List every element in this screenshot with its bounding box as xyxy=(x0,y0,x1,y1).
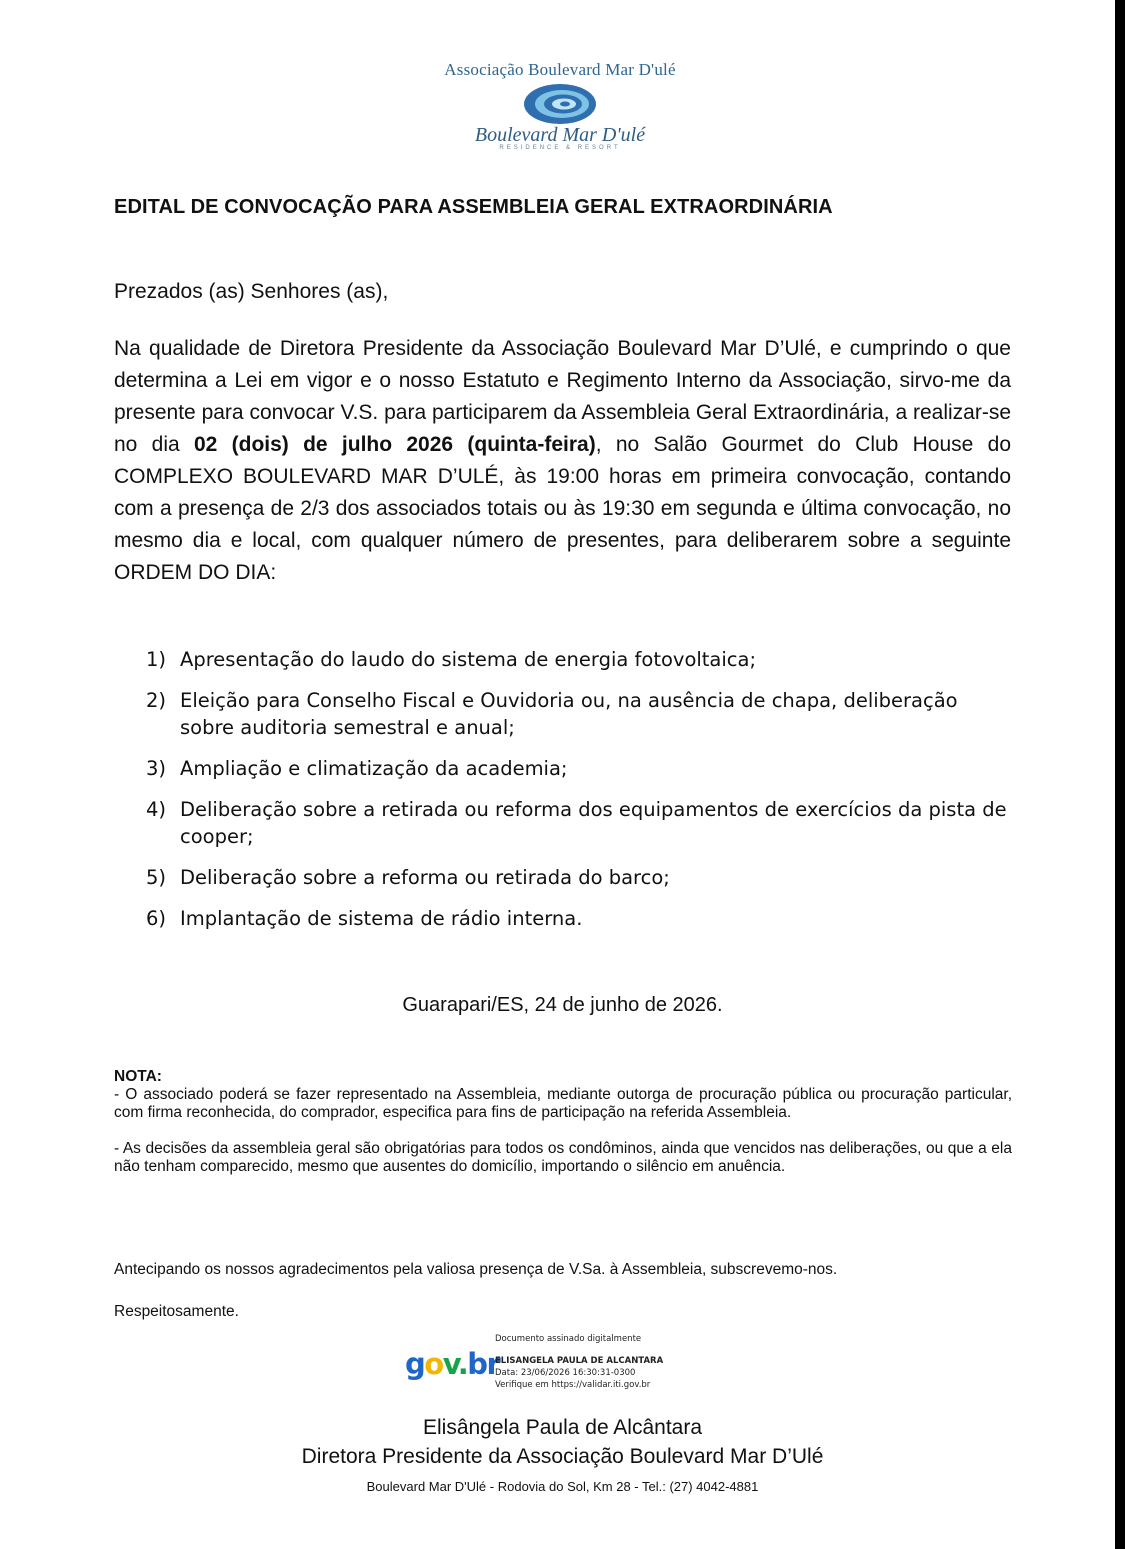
document-title: EDITAL DE CONVOCAÇÃO PARA ASSEMBLEIA GERAL EXTRAORDINÁRIA xyxy=(114,196,833,218)
agenda-item-text: Implantação de sistema de rádio interna. xyxy=(180,907,583,930)
closing-text: Antecipando os nossos agradecimentos pela valiosa presença de V.Sa. à Assembleia, subscrevemo-nos. xyxy=(114,1261,838,1278)
page-edge xyxy=(1115,0,1125,1549)
agenda-item-number: 4) xyxy=(146,798,167,821)
greeting: Prezados (as) Senhores (as), xyxy=(114,280,389,303)
agenda-item xyxy=(146,796,1016,850)
body-text-part2: , no Salão Gourmet do Club House do COMPLEXO BOULEVARD MAR D’ULÉ, às 19:00 horas em primeira convocação, contando com a presença de 2/3 dos associados totais ou às 19:30 em segunda e última convocação, no mesmo dia e local, com qualquer número de presentes, para deliberarem sobre a seguinte ORDEM DO DIA: xyxy=(114,433,1011,584)
note-paragraph-proxy: - O associado poderá se fazer representado na Assembleia, mediante outorga de procuração pública ou procuração particular, com firma reconhecida, do comprador, especifica para fins de participação na referida Assembleia. xyxy=(114,1086,1012,1121)
agenda-item-text: Deliberação sobre a reforma ou retirada do barco; xyxy=(180,866,670,889)
body-text-part1: Na qualidade de Diretora Presidente da Associação Boulevard Mar D’Ulé, e cumprindo o que determina a Lei em vigor e o nosso Estatuto e Regimento Interno da Associação, sirvo-me da presente para convocar V.S. para participarem da Assembleia Geral Extraordinária, a realizar-se no dia xyxy=(114,337,1011,456)
agenda-item xyxy=(146,687,1016,741)
agenda-item xyxy=(146,905,1016,932)
note-paragraph-decisions: - As decisões da assembleia geral são obrigatórias para todos os condôminos, ainda que vencidos nas deliberações, ou que a ela não tenham comparecido, mesmo que ausentes do domicílio, importando o silêncio em anuência. xyxy=(114,1140,1012,1175)
agenda-item-text: Apresentação do laudo do sistema de energia fotovoltaica; xyxy=(180,648,757,671)
place-and-date: Guarapari/ES, 24 de junho de 2026. xyxy=(402,994,723,1016)
logo-script-name: Boulevard Mar D'ulé xyxy=(474,124,646,146)
regards-text: Respeitosamente. xyxy=(114,1303,239,1320)
agenda-item xyxy=(146,755,1016,782)
convocation-paragraph xyxy=(114,333,1011,589)
agenda-item xyxy=(146,646,1016,673)
note-label: NOTA: xyxy=(114,1068,162,1085)
logo-tagline: RESIDENCE & RESORT xyxy=(499,145,621,151)
footer-address: Boulevard Mar D'Ulé - Rodovia do Sol, Km 28 - Tel.: (27) 4042-4881 xyxy=(366,1479,759,1494)
agenda-item xyxy=(146,864,1016,891)
govbr-logo: gov.br xyxy=(405,1347,500,1381)
signature-details xyxy=(495,1333,663,1391)
agenda-list xyxy=(146,646,1016,946)
agenda-item-number: 5) xyxy=(146,866,167,889)
agenda-item-text: Ampliação e climatização da academia; xyxy=(180,757,568,780)
signature-verify-link: Verifique em https://validar.iti.gov.br xyxy=(495,1380,651,1390)
signer-name: ELISANGELA PAULA DE ALCANTARA xyxy=(495,1356,664,1366)
signatory-role: Diretora Presidente da Associação Boulevard Mar D’Ulé xyxy=(301,1445,824,1468)
agenda-item-number: 1) xyxy=(146,648,167,671)
digital-signature-stamp xyxy=(405,1333,705,1395)
agenda-item-number: 6) xyxy=(146,907,167,930)
agenda-item-text: Deliberação sobre a retirada ou reforma dos equipamentos de exercícios da pista de cooper; xyxy=(180,798,1007,848)
meeting-date: 02 (dois) de julho 2026 (quinta-feira) xyxy=(193,433,596,456)
wave-emblem-icon xyxy=(522,82,598,126)
agenda-item-number: 2) xyxy=(146,689,167,712)
association-logo xyxy=(410,60,710,160)
signatory-name: Elisângela Paula de Alcântara xyxy=(422,1416,703,1439)
agenda-item-number: 3) xyxy=(146,757,167,780)
signature-header: Documento assinado digitalmente xyxy=(495,1334,642,1344)
signature-date: Data: 23/06/2026 16:30:31-0300 xyxy=(495,1368,636,1378)
logo-association-name: Associação Boulevard Mar D'ulé xyxy=(444,60,676,79)
agenda-item-text: Eleição para Conselho Fiscal e Ouvidoria ou, na ausência de chapa, deliberação sobre auditoria semestral e anual; xyxy=(180,689,958,739)
note-section xyxy=(114,1068,1012,1176)
